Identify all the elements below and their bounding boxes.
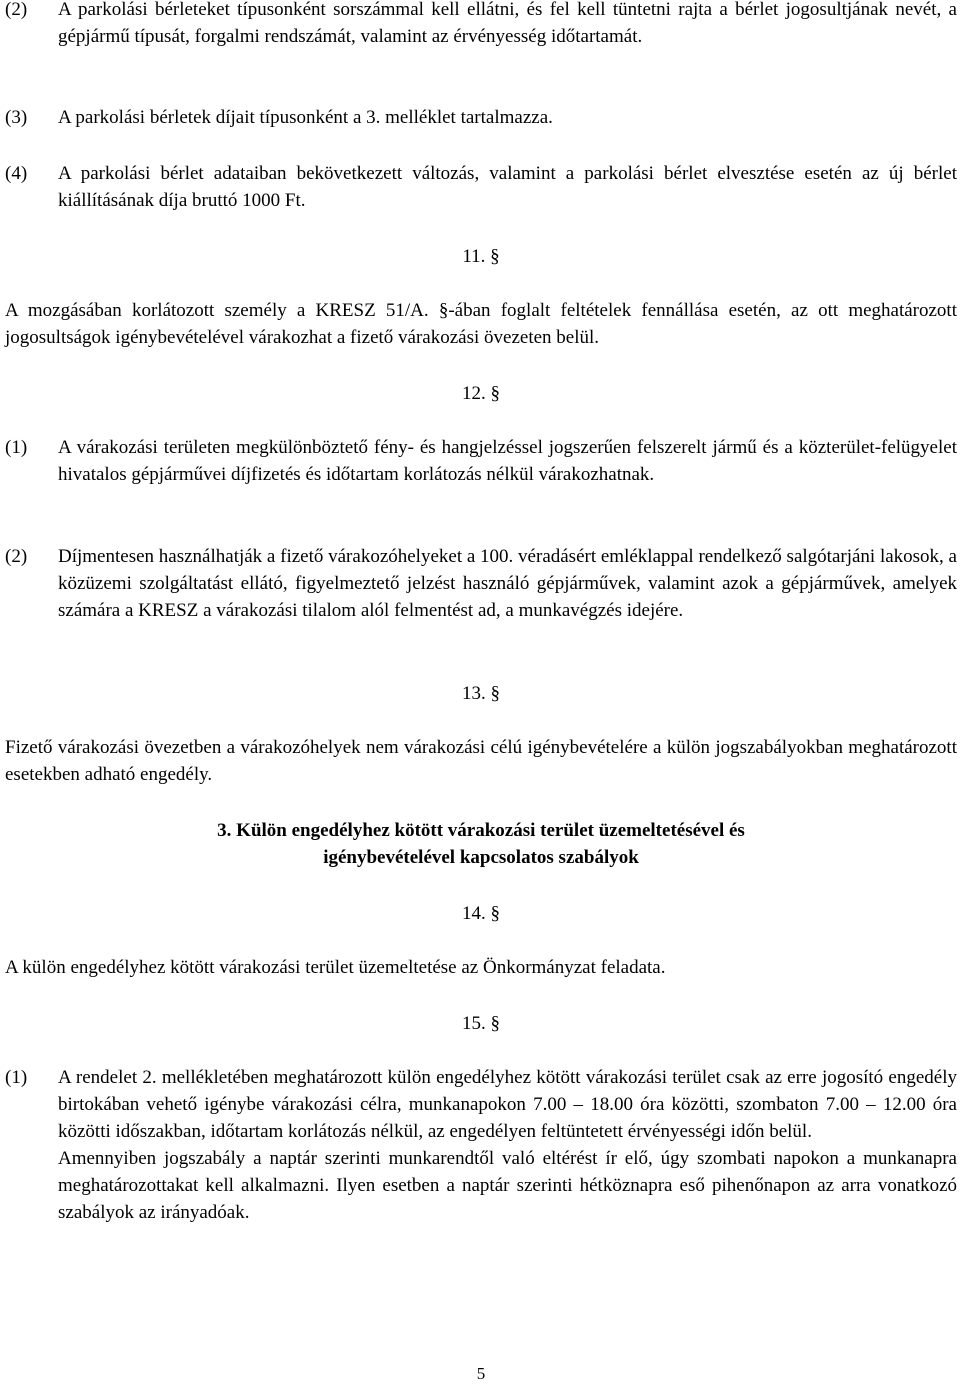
paragraph-number: (4): [5, 163, 28, 184]
paragraph-text: A parkolási bérleteket típusonként sorszámmal kell ellátni, és fel kell tüntetni rajta a bérlet jogosultjának nevét, a gépjármű típusát, forgalmi rendszámát, valamint az érvényesség időtartamát.: [58, 0, 957, 47]
paragraph-number: (1): [5, 1067, 28, 1088]
paragraph-text: A rendelet 2. mellékletében meghatározott külön engedélyhez kötött várakozási terület csak az erre jogosító engedély birtokában vehető igénybe várakozási célra, munkanapokon 7.00 – 18.00 óra közötti, szombaton 7.00 – 12.00 óra közötti időszakban, időtartam korlátozás nélkül, az engedélyen feltüntetett érvényességi időn belül.: [58, 1067, 957, 1142]
paragraph-3-permit-fees: [5, 104, 957, 131]
section-heading-15: 15. §: [462, 1013, 500, 1034]
paragraph-text: A parkolási bérletek díjait típusonként a 3. melléklet tartalmazza.: [58, 107, 553, 128]
section-heading-11: 11. §: [462, 246, 500, 267]
paragraph-text: Fizető várakozási övezetben a várakozóhelyek nem várakozási célú igénybevételére a külön jogszabályokban meghatározott esetekben adható engedély.: [5, 737, 957, 785]
paragraph-non-parking-use: [5, 734, 957, 788]
paragraph-text: A parkolási bérlet adataiban bekövetkezett változás, valamint a parkolási bérlet elvesztése esetén az új bérlet kiállításának díja bruttó 1000 Ft.: [58, 163, 957, 211]
paragraph-number: (2): [5, 0, 28, 20]
document-page: [5, 0, 957, 1383]
paragraph-1-emergency-vehicles: [5, 434, 957, 488]
chapter-title-line-1: 3. Külön engedélyhez kötött várakozási terület üzemeltetésével és: [217, 820, 745, 841]
paragraph-text: A mozgásában korlátozott személy a KRESZ 51/A. §-ában foglalt feltételek fennállása esetén, az ott meghatározott jogosultságok igénybevételével várakozhat a fizető várakozási övezeten belül.: [5, 300, 957, 348]
paragraph-number: (1): [5, 437, 28, 458]
paragraph-number: (3): [5, 107, 28, 128]
paragraph-text: Díjmentesen használhatják a fizető várakozóhelyeket a 100. véradásért emléklappal rendelkező salgótarjáni lakosok, a közüzemi szolgáltatást ellátó, figyelmeztető jelzést használó gépjárművek, valamint azok a gépjárművek, amelyek számára a KRESZ a várakozási tilalom alól felmentést ad, a munkavégzés idejére.: [58, 546, 957, 621]
paragraph-number: (2): [5, 546, 28, 567]
paragraph-text: A külön engedélyhez kötött várakozási terület üzemeltetése az Önkormányzat feladata.: [5, 957, 666, 978]
paragraph-2-permit-data: [5, 0, 957, 50]
paragraph-disabled-parking: [5, 297, 957, 351]
section-heading-14: 14. §: [462, 903, 500, 924]
section-heading-12: 12. §: [462, 383, 500, 404]
page-number: 5: [476, 1364, 486, 1383]
section-heading-13: 13. §: [462, 683, 500, 704]
paragraph-2-free-parking: [5, 543, 957, 624]
paragraph-1-permit-area: [5, 1064, 957, 1226]
paragraph-municipal-duty: [5, 954, 957, 981]
paragraph-4-replacement-fee: [5, 160, 957, 214]
paragraph-text-continued: Amennyiben jogszabály a naptár szerinti munkarendtől való eltérést ír elő, úgy szombati napokon a munkanapra meghatározottakat kell alkalmazni. Ilyen esetben a naptár szerinti hétköznapra eső pihenőnapon az arra vonatkozó szabályok az irányadóak.: [58, 1148, 957, 1223]
paragraph-text: A várakozási területen megkülönböztető fény- és hangjelzéssel jogszerűen felszerelt jármű és a közterület-felügyelet hivatalos gépjárművei díjfizetés és időtartam korlátozás nélkül várakozhatnak.: [58, 437, 957, 485]
chapter-title-line-2: igénybevételével kapcsolatos szabályok: [323, 847, 639, 868]
